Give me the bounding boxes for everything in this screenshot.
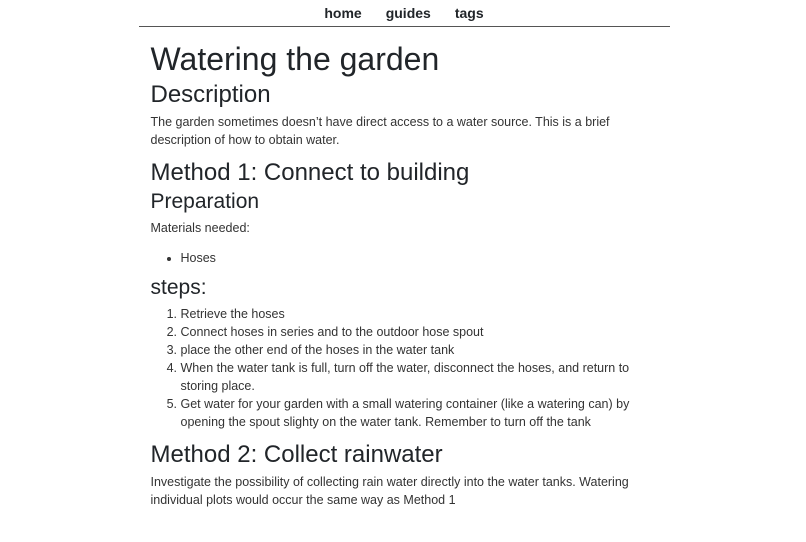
description-text: The garden sometimes doesn’t have direct access to a water source. This is a brief description of how to obtain water. [150,115,610,147]
step-item: 3. place the other end of the hoses in the water tank [181,341,658,359]
top-nav [139,0,670,27]
materials-list [151,249,658,267]
article [139,40,670,509]
step-item: 5. Get water for your garden with a small watering container (like a watering can) by opening the spout slighty on the water tank. Remember to turn off the tank [181,395,658,431]
steps-list [151,305,658,431]
method1-heading: Method 1: Connect to building [150,159,470,186]
step-item: 4. When the water tank is full, turn off the water, disconnect the hoses, and return to storing place. [181,359,658,395]
step-item: 1. Retrieve the hoses [181,305,658,323]
method2-text: Investigate the possibility of collecting rain water directly into the water tanks. Watering individual plots would occur the same way as Method 1 [150,475,629,507]
materials-label: Materials needed: [150,221,250,235]
description-heading: Description [150,81,271,108]
method2-heading: Method 2: Collect rainwater [150,441,443,468]
page-title: Watering the garden [150,41,440,77]
steps-heading: steps: [150,276,207,299]
nav-link-home[interactable]: home [324,5,362,21]
nav-link-guides[interactable]: guides [385,5,431,21]
nav-link-tags[interactable]: tags [454,5,484,21]
page-container [139,0,670,509]
materials-list-item: • Hoses [181,249,658,267]
preparation-heading: Preparation [150,190,260,213]
step-item: 2. Connect hoses in series and to the outdoor hose spout [181,323,658,341]
